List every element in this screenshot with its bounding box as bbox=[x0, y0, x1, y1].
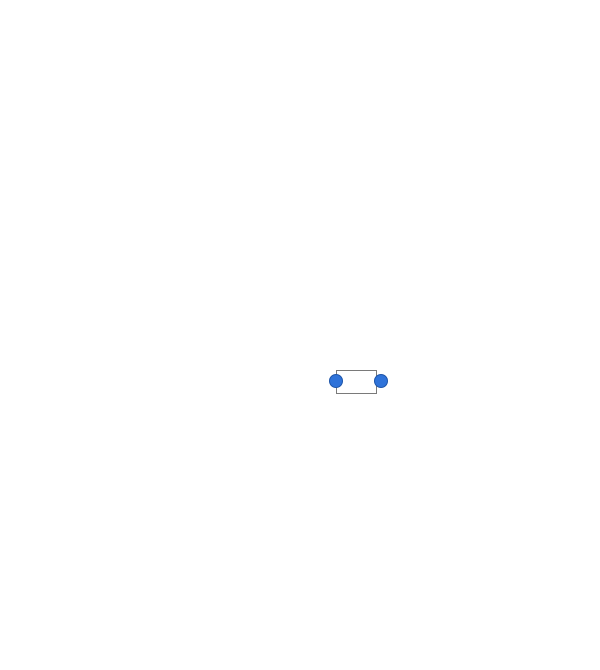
selection-handle-end[interactable] bbox=[374, 374, 388, 388]
selection-handle-start[interactable] bbox=[329, 374, 343, 388]
